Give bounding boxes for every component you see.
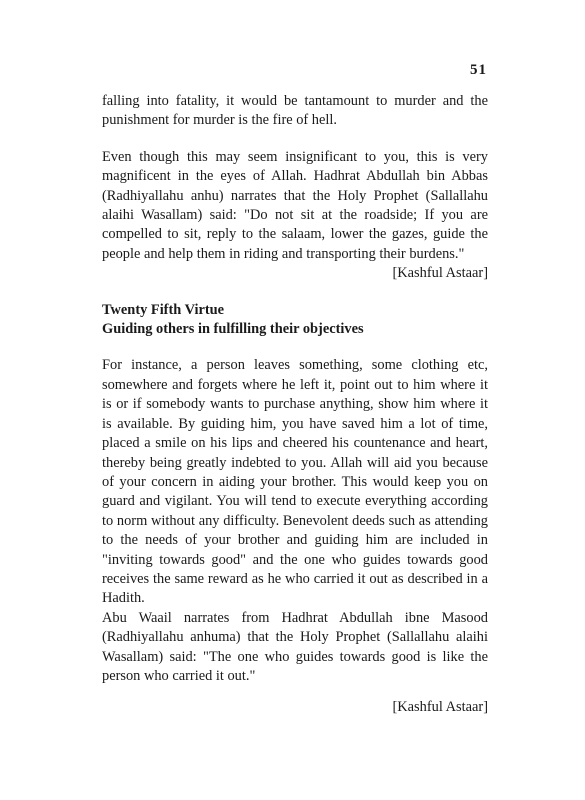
- page-content: [102, 92, 488, 718]
- paragraph-gap: [102, 131, 488, 148]
- paragraph-gap: [102, 284, 488, 301]
- section-subheading: Guiding others in fulfilling their objectives: [102, 321, 364, 338]
- paragraph-abu-waail-hadith: Abu Waail narrates from Hadhrat Abdullah ibne Masood (Radhiyallahu anhuma) that the Holy Prophet (Sallallahu alaihi Wasallam) said: "The one who guides towards good is like the person who carried it out.": [102, 609, 488, 684]
- paragraph-guiding-others: For instance, a person leaves something, some clothing etc, somewhere and forgets where he left it, point out to him where it is or if somebody wants to purchase anything, show him where it is available. By guiding him, you have saved him a lot of time, placed a smile on his lips and cheered his countenance and heart, thereby being greatly indebted to you. Allah will aid you because of your concern in aiding your brother. This would keep you on guard and vigilant. You will tend to execute everything according to norm without any difficulty. Benevolent deeds such as attending to the needs of your brother and guiding him are included in "inviting towards good" and the one who guides towards good receives the same reward as he who carried it out as described in a Hadith.: [102, 357, 488, 607]
- paragraph-gap: [102, 686, 488, 698]
- source-reference: [Kashful Astaar]: [392, 265, 488, 282]
- source-reference: [Kashful Astaar]: [392, 699, 488, 716]
- paragraph-gap: [102, 339, 488, 356]
- paragraph-roadside-hadith: Even though this may seem insignificant to you, this is very magnificent in the eyes of Allah. Hadhrat Abdullah bin Abbas (Radhiyallahu anhu) narrates that the Holy Prophet (Sallallahu alaihi Wasallam) said: "Do not sit at the roadside; If you are compelled to sit, reply to the salaam, lower the gazes, guide the people and help them in riding and transporting their burdens.": [102, 148, 488, 262]
- section-heading: Twenty Fifth Virtue: [102, 301, 225, 318]
- paragraph-continuation: falling into fatality, it would be tantamount to murder and the punishment for murder is the fire of hell.: [102, 93, 488, 129]
- page-number: 51: [470, 62, 487, 78]
